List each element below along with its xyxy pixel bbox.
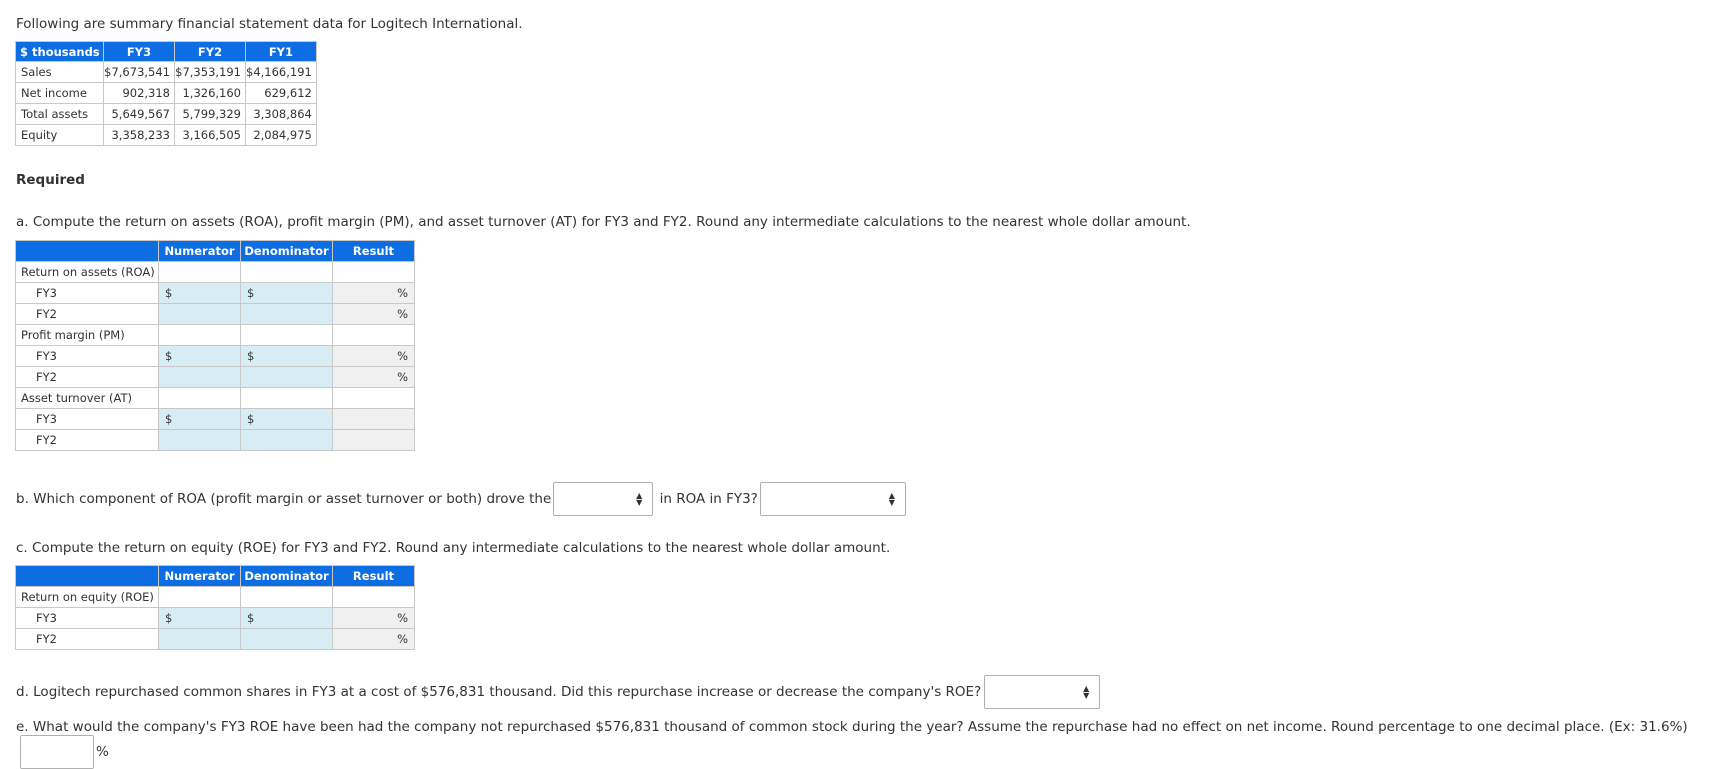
row-label: Sales <box>16 62 104 83</box>
cell-value: $7,353,191 <box>175 62 246 83</box>
cell-value: 3,166,505 <box>175 125 246 146</box>
percent-sign: % <box>397 632 408 646</box>
question-b-text: b. Which component of ROA (profit margin or asset turnover or both) drove the <box>16 491 552 507</box>
cell-value: 629,612 <box>246 83 317 104</box>
year-label: FY3 <box>16 608 159 629</box>
section-label: Profit margin (PM) <box>16 325 159 346</box>
year-label: FY2 <box>16 629 159 650</box>
section-row <box>16 262 415 283</box>
roe-fy3-result-input[interactable] <box>333 608 415 629</box>
roe-effect-select[interactable] <box>984 675 1100 709</box>
cell-value: 902,318 <box>104 83 175 104</box>
dollar-sign: $ <box>247 349 255 363</box>
table-row <box>16 629 415 650</box>
question-b-text-2: in ROA in FY3? <box>659 491 758 507</box>
percent-sign: % <box>397 611 408 625</box>
column-header: FY1 <box>246 42 317 62</box>
table-row <box>16 62 317 83</box>
table-row <box>16 125 317 146</box>
roa-fy2-denominator-input[interactable] <box>241 304 333 325</box>
year-label: FY3 <box>16 409 159 430</box>
intro-text: Following are summary financial statement data for Logitech International. <box>16 16 523 32</box>
cell-value: 5,799,329 <box>175 104 246 125</box>
at-fy3-result-input[interactable] <box>333 409 415 430</box>
question-e-text: e. What would the company's FY3 ROE have been had the company not repurchased $576,831 thousand of common stock during the year? Assume the repurchase had no effect on net income. Round percentage to one decimal place. (Ex: 31.6%) <box>16 719 1688 735</box>
dollar-sign: $ <box>247 412 255 426</box>
roa-fy3-denominator-input[interactable] <box>241 283 333 304</box>
roa-fy3-numerator-input[interactable] <box>159 283 241 304</box>
table-row <box>16 304 415 325</box>
financial-data-table <box>15 41 317 146</box>
at-fy2-numerator-input[interactable] <box>159 430 241 451</box>
percent-sign: % <box>397 286 408 300</box>
row-label: Equity <box>16 125 104 146</box>
column-header: FY2 <box>175 42 246 62</box>
question-d <box>16 675 1100 709</box>
percent-sign: % <box>397 349 408 363</box>
year-label: FY3 <box>16 346 159 367</box>
updown-arrow-icon: ▲ ▼ <box>636 491 643 507</box>
dollar-sign: $ <box>165 286 173 300</box>
at-fy3-denominator-input[interactable] <box>241 409 333 430</box>
roa-fy3-result-input[interactable] <box>333 283 415 304</box>
question-c: c. Compute the return on equity (ROE) for FY3 and FY2. Round any intermediate calculations to the nearest whole dollar amount. <box>16 540 891 556</box>
table-row <box>16 283 415 304</box>
cell-value: $7,673,541 <box>104 62 175 83</box>
column-header: Denominator <box>241 241 333 262</box>
table-row <box>16 83 317 104</box>
roe-fy3-numerator-input[interactable] <box>159 608 241 629</box>
table-row <box>16 608 415 629</box>
cell-value: 5,649,567 <box>104 104 175 125</box>
pm-fy3-denominator-input[interactable] <box>241 346 333 367</box>
year-label: FY2 <box>16 367 159 388</box>
dollar-sign: $ <box>165 611 173 625</box>
dollar-sign: $ <box>165 349 173 363</box>
roa-fy2-numerator-input[interactable] <box>159 304 241 325</box>
roa-fy2-result-input[interactable] <box>333 304 415 325</box>
section-label: Return on equity (ROE) <box>16 587 159 608</box>
dollar-sign: $ <box>165 412 173 426</box>
question-a: a. Compute the return on assets (ROA), profit margin (PM), and asset turnover (AT) for FY3 and FY2. Round any intermediate calculations to the nearest whole dollar amount. <box>16 214 1191 230</box>
roa-driver-select[interactable] <box>760 482 906 516</box>
row-label: Total assets <box>16 104 104 125</box>
roe-table <box>15 565 415 650</box>
table-row <box>16 346 415 367</box>
year-label: FY2 <box>16 430 159 451</box>
section-row <box>16 325 415 346</box>
cell-value: $4,166,191 <box>246 62 317 83</box>
pm-fy2-numerator-input[interactable] <box>159 367 241 388</box>
column-header: Denominator <box>241 566 333 587</box>
updown-arrow-icon: ▲ ▼ <box>888 491 895 507</box>
question-b <box>16 482 906 516</box>
column-header: Numerator <box>159 241 241 262</box>
percent-sign: % <box>397 370 408 384</box>
table-header-row <box>16 566 415 587</box>
cell-value: 3,358,233 <box>104 125 175 146</box>
pm-fy2-result-input[interactable] <box>333 367 415 388</box>
at-fy2-result-input[interactable] <box>333 430 415 451</box>
column-header: Result <box>333 566 415 587</box>
at-fy3-numerator-input[interactable] <box>159 409 241 430</box>
cell-value: 3,308,864 <box>246 104 317 125</box>
column-header: Numerator <box>159 566 241 587</box>
section-label: Return on assets (ROA) <box>16 262 159 283</box>
table-header-row <box>16 241 415 262</box>
updown-arrow-icon: ▲ ▼ <box>1083 684 1090 700</box>
percent-sign: % <box>397 307 408 321</box>
column-header: $ thousands <box>16 42 104 62</box>
cell-value: 1,326,160 <box>175 83 246 104</box>
pm-fy2-denominator-input[interactable] <box>241 367 333 388</box>
table-header-row <box>16 42 317 62</box>
dollar-sign: $ <box>247 611 255 625</box>
dollar-sign: $ <box>247 286 255 300</box>
roe-fy2-denominator-input[interactable] <box>241 629 333 650</box>
column-header <box>16 566 159 587</box>
row-label: Net income <box>16 83 104 104</box>
pm-fy3-result-input[interactable] <box>333 346 415 367</box>
change-direction-select[interactable] <box>553 482 653 516</box>
year-label: FY3 <box>16 283 159 304</box>
year-label: FY2 <box>16 304 159 325</box>
pm-fy3-numerator-input[interactable] <box>159 346 241 367</box>
table-row <box>16 367 415 388</box>
required-heading: Required <box>16 172 85 188</box>
table-row <box>16 104 317 125</box>
section-label: Asset turnover (AT) <box>16 388 159 409</box>
section-row <box>16 587 415 608</box>
percent-sign: % <box>96 744 109 760</box>
roe-fy2-numerator-input[interactable] <box>159 629 241 650</box>
roa-pm-at-table <box>15 240 415 451</box>
question-e <box>16 719 1722 769</box>
column-header: FY3 <box>104 42 175 62</box>
question-d-text: d. Logitech repurchased common shares in FY3 at a cost of $576,831 thousand. Did this repurchase increase or decrease the company's ROE? <box>16 684 982 700</box>
table-row <box>16 430 415 451</box>
cell-value: 2,084,975 <box>246 125 317 146</box>
at-fy2-denominator-input[interactable] <box>241 430 333 451</box>
table-row <box>16 409 415 430</box>
section-row <box>16 388 415 409</box>
column-header <box>16 241 159 262</box>
roe-fy2-result-input[interactable] <box>333 629 415 650</box>
roe-fy3-denominator-input[interactable] <box>241 608 333 629</box>
column-header: Result <box>333 241 415 262</box>
adjusted-roe-input[interactable] <box>20 735 94 769</box>
